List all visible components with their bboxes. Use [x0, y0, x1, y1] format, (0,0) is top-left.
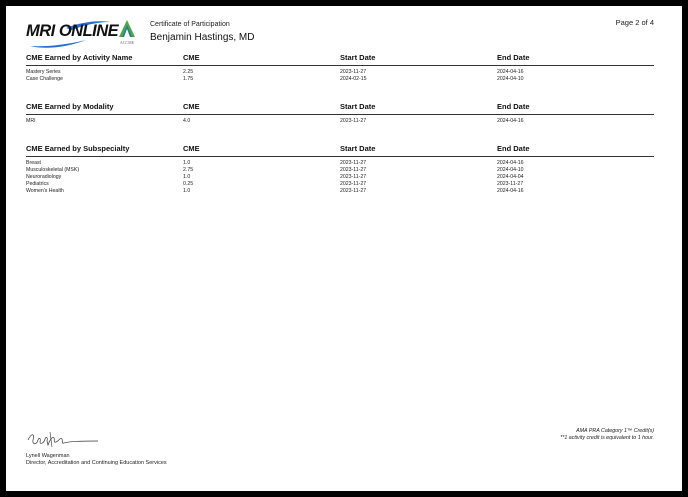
- credit-line-equivalence: **1 activity credit is equivalent to 1 hour.: [560, 435, 654, 441]
- row-cme: 4.0: [183, 118, 191, 124]
- cme-column-header: CME: [183, 53, 200, 62]
- signer-name: Lynell Wagenman: [26, 453, 70, 459]
- section-title: CME Earned by Subspecialty: [26, 144, 130, 153]
- end-date-column-header: End Date: [497, 102, 530, 111]
- end-date-column-header: End Date: [497, 53, 530, 62]
- row-name: Breast: [26, 160, 41, 166]
- row-cme: 1.75: [183, 76, 194, 82]
- signer-title: Director, Accreditation and Continuing Education Services: [26, 460, 167, 466]
- row-cme: 0.25: [183, 181, 194, 187]
- table-row: [26, 118, 654, 125]
- row-name: Pediatrics: [26, 181, 49, 187]
- row-name: Mastery Series: [26, 69, 61, 75]
- row-end-date: 2024-04-16: [497, 160, 524, 166]
- row-end-date: 2024-04-04: [497, 174, 524, 180]
- section-header: [26, 51, 654, 66]
- row-start-date: 2023-11-27: [340, 160, 367, 166]
- row-end-date: 2024-04-16: [497, 118, 524, 124]
- start-date-column-header: Start Date: [340, 53, 376, 62]
- section-activity-name: [26, 51, 654, 83]
- row-start-date: 2023-11-27: [340, 174, 367, 180]
- row-name: MRI: [26, 118, 36, 124]
- start-date-column-header: Start Date: [340, 102, 376, 111]
- row-cme: 2.75: [183, 167, 194, 173]
- row-end-date: 2023-11-27: [497, 181, 524, 187]
- accme-text: ACCME: [119, 40, 135, 45]
- row-start-date: 2023-11-27: [340, 181, 367, 187]
- logo-text: MRI ONLINE: [26, 22, 119, 40]
- cme-column-header: CME: [183, 144, 200, 153]
- participant-name: Benjamin Hastings, MD: [150, 32, 255, 43]
- row-cme: 2.25: [183, 69, 194, 75]
- table-row: [26, 174, 654, 181]
- section-subspecialty: [26, 142, 654, 195]
- row-end-date: 2024-04-10: [497, 167, 524, 173]
- mri-online-logo: [26, 20, 119, 48]
- section-header: [26, 100, 654, 115]
- row-end-date: 2024-04-16: [497, 69, 524, 75]
- table-row: [26, 188, 654, 195]
- row-start-date: 2023-11-27: [340, 69, 367, 75]
- row-start-date: 2023-11-27: [340, 118, 367, 124]
- row-start-date: 2024-02-15: [340, 76, 367, 82]
- page-number: Page 2 of 4: [615, 18, 654, 27]
- credit-note: [560, 428, 654, 442]
- row-end-date: 2024-04-10: [497, 76, 524, 82]
- cme-column-header: CME: [183, 102, 200, 111]
- row-start-date: 2023-11-27: [340, 188, 367, 194]
- row-name: Musculoskeletal (MSK): [26, 167, 80, 173]
- certificate-label: Certificate of Participation: [150, 21, 230, 28]
- row-name: Case Challenge: [26, 76, 63, 82]
- row-end-date: 2024-04-16: [497, 188, 524, 194]
- section-modality: [26, 100, 654, 125]
- row-cme: 1.0: [183, 174, 191, 180]
- section-header: [26, 142, 654, 157]
- section-title: CME Earned by Activity Name: [26, 53, 133, 62]
- end-date-column-header: End Date: [497, 144, 530, 153]
- credit-line-category: AMA PRA Category 1™ Credit(s): [576, 428, 654, 434]
- table-row: [26, 181, 654, 188]
- start-date-column-header: Start Date: [340, 144, 376, 153]
- table-row: [26, 76, 654, 83]
- row-name: Neuroradiology: [26, 174, 62, 180]
- signature-icon: [26, 428, 100, 450]
- row-cme: 1.0: [183, 188, 191, 194]
- table-row: [26, 69, 654, 76]
- table-row: [26, 160, 654, 167]
- certificate-page: [6, 6, 682, 491]
- table-row: [26, 167, 654, 174]
- row-cme: 1.0: [183, 160, 191, 166]
- row-name: Women's Health: [26, 188, 64, 194]
- section-title: CME Earned by Modality: [26, 102, 114, 111]
- row-start-date: 2023-11-27: [340, 167, 367, 173]
